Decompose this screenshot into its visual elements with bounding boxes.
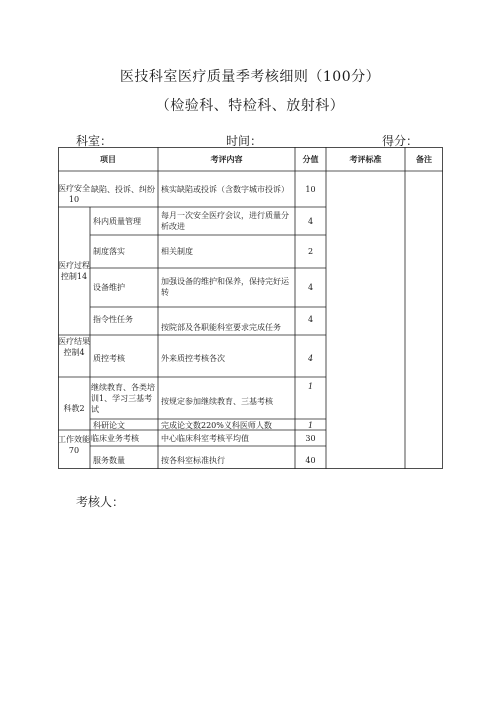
content-qc-assessment: 外来质控考核各次 — [161, 354, 225, 363]
subitem-directive-tasks: 指令性任务 — [93, 315, 133, 324]
content-defects-complaints: 核实缺陷或投诉（含数字城市投诉） — [161, 185, 289, 194]
score-equipment-maintenance: 4 — [307, 283, 314, 292]
document-subtitle: （检验科、特检科、放射科） — [155, 98, 345, 114]
subitem-clinical-assessment: 临床业务考核 — [91, 434, 139, 443]
group-result-control: 医疗结果控制4 — [58, 337, 90, 357]
group-science-education: 科教2 — [63, 404, 85, 413]
subitem-research-papers: 科研论文 — [93, 421, 125, 430]
time-label: 时间： — [226, 134, 263, 148]
score-continuing-education: 1 — [307, 382, 314, 391]
subitem-continuing-education: 继续教育、各类培训1、学习三基考试 — [91, 383, 155, 414]
score-quality-management: 4 — [307, 217, 314, 226]
content-research-papers: 完成论文数220%义科医师人数 — [161, 421, 272, 430]
subitem-defects-complaints: 缺陷、投诉、纠纷 — [91, 185, 155, 194]
content-clinical-assessment: 中心临床科室考核平均值 — [161, 434, 249, 443]
content-service-volume: 按各科室标准执行 — [161, 456, 225, 465]
content-equipment-maintenance: 加强设备的维护和保养，保持完好运转 — [161, 277, 289, 297]
header-item: 项目 — [100, 155, 116, 164]
header-standard: 考评标准 — [349, 155, 382, 164]
score-service-volume: 40 — [305, 456, 316, 465]
department-label: 科室： — [76, 134, 113, 148]
header-score: 分值 — [302, 155, 319, 164]
subitem-equipment-maintenance: 设备维护 — [93, 283, 125, 292]
score-directive-tasks: 4 — [307, 315, 314, 324]
assessment-table — [58, 147, 443, 469]
score-clinical-assessment: 30 — [305, 434, 316, 443]
header-remarks: 备注 — [416, 155, 432, 164]
group-medical-safety: 医疗安全10 — [58, 184, 90, 204]
score-label: 得分： — [382, 134, 419, 148]
score-system-implementation: 2 — [307, 247, 314, 256]
subitem-qc-assessment: 质控考核 — [93, 354, 125, 363]
assessor-label: 考核人： — [76, 495, 125, 509]
content-quality-management: 每月一次安全医疗会议，进行质量分析改进 — [161, 211, 289, 231]
subitem-system-implementation: 制度落实 — [93, 247, 125, 256]
document-title: 医技科室医疗质量季考核细则（100分） — [119, 69, 381, 85]
subitem-service-volume: 服务数量 — [93, 456, 125, 465]
score-defects-complaints: 10 — [305, 185, 316, 194]
content-system-implementation: 相关制度 — [161, 247, 193, 256]
subitem-quality-management: 科内质量管理 — [93, 217, 141, 226]
content-continuing-education: 按规定参加继续教育、三基考核 — [161, 397, 273, 406]
group-work-efficiency: 工作效能70 — [58, 435, 90, 455]
content-directive-tasks: 按院部及各职能科室要求完成任务 — [161, 323, 281, 332]
header-content: 考评内容 — [210, 155, 243, 164]
group-process-control: 医疗过程控制14 — [58, 261, 90, 281]
score-qc-assessment: 4 — [307, 354, 314, 363]
score-research-papers: 1 — [307, 421, 314, 430]
